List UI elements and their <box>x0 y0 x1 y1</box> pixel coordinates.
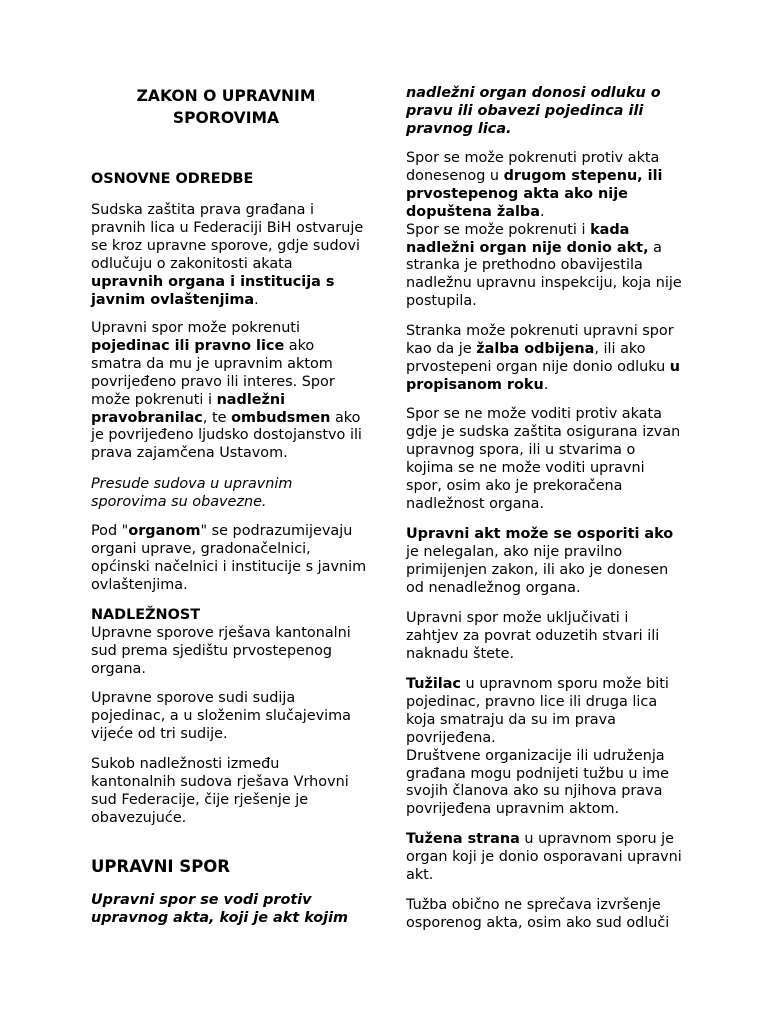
text: . <box>539 203 545 220</box>
section-heading-osnovne-odredbe: OSNOVNE ODREDBE <box>91 171 254 187</box>
paragraph: Sukob nadležnosti između kantonalnih sudova rješava Vrhovni sud Federacije, čije rješenje je obavezujuće. <box>91 756 349 826</box>
bold-text: ombudsmen <box>231 409 331 426</box>
bold-text: kada nadležni organ nije donio akt, <box>406 221 649 256</box>
paragraph: Spor se ne može voditi protiv akata gdje je sudska zaštita osigurana izvan upravnog spora, ili u stvarima o kojima se ne može voditi upravni spor, osim ako je prekoračena nadležnost organa. <box>406 406 681 512</box>
bold-text: žalba odbijena <box>476 340 595 357</box>
text: Društvene organizacije ili udruženja građana mogu podnijeti tužbu u ime svojih članova ako su njihova prava povrijeđena upravnim aktom. <box>406 747 669 818</box>
text: Stranka može pokrenuti upravni spor kao da je <box>406 323 674 357</box>
paragraph: Upravne sporove sudi sudija pojedinac, a u složenim slučajevima vijeće od tri sudije. <box>91 690 351 742</box>
bold-text: u propisanom roku <box>406 358 681 393</box>
section-heading-upravni-spor: UPRAVNI SPOR <box>91 857 231 876</box>
paragraph <box>406 676 684 819</box>
bold-text: Tužilac <box>406 676 461 692</box>
paragraph <box>406 831 684 885</box>
bold-text: upravnih organa i institucija s javnim ovlaštenjima <box>91 273 335 308</box>
section-heading-nadleznost: NADLEŽNOST <box>91 607 201 623</box>
text: ako smatra da mu je upravnim aktom povrijeđeno pravo ili interes. Spor može pokrenuti i <box>91 337 335 408</box>
paragraph <box>91 202 367 309</box>
bold-text: nadležni pravobranilac <box>91 391 286 426</box>
paragraph: Upravne sporove rješava kantonalni sud prema sjedištu prvostepenog organa. <box>91 625 351 677</box>
text: , ili ako prvostepeni organ nije donio odluku <box>406 340 670 375</box>
paragraph: Upravni spor može uključivati i zahtjev za povrat oduzetih stvari ili naknadu štete. <box>406 610 660 662</box>
bold-italic-paragraph: Upravni spor se vodi protiv upravnog akta, koji je akt kojim <box>91 892 349 926</box>
paragraph: Tužba obično ne sprečava izvršenje osporenog akta, osim ako sud odluči <box>406 897 670 931</box>
bold-text: pojedinac ili pravno lice <box>91 337 285 354</box>
text: Sudska zaštita prava građana i pravnih lica u Federaciji BiH ostvaruje se kroz upravne sporove, gdje sudovi odlučuju o zakonitosti akata <box>91 202 364 272</box>
text: " se podrazumijevaju organi uprave, gradonačelnici, općinski načelnici i institucije s javnim ovlaštenjima. <box>91 523 367 593</box>
document-title: ZAKON O UPRAVNIM SPOROVIMA <box>136 87 316 127</box>
text: Spor se može pokrenuti i <box>406 221 591 238</box>
italic-paragraph: Presude sudova u upravnim sporovima su obavezne. <box>91 476 293 510</box>
text: je nelegalan, ako nije pravilno primijenjen zakon, ili ako je donesen od nenadležnog organa. <box>406 543 669 596</box>
bold-italic-paragraph: nadležni organ donosi odluku o pravu ili obavezi pojedinca ili pravnog lica. <box>406 85 661 137</box>
text: . <box>543 376 549 393</box>
bold-text: organom <box>128 523 201 539</box>
text: u upravnom sporu je organ koji je donio osporavani upravni akt. <box>406 831 682 883</box>
text: ako je povrijeđeno ljudsko dostojanstvo ili prava zajamčena Ustavom. <box>91 409 362 462</box>
text: a stranka je prethodno obavijestila nadležnu upravnu inspekciju, koja nije postupila. <box>406 239 682 310</box>
paragraph <box>406 323 684 395</box>
paragraph <box>406 526 684 598</box>
paragraph <box>91 320 367 463</box>
text: Spor se može pokrenuti protiv akta donesenog u <box>406 150 660 184</box>
text: . <box>254 291 259 308</box>
paragraph <box>91 523 367 595</box>
bold-text: Tužena strana <box>406 831 520 847</box>
text: Upravni spor može pokrenuti <box>91 320 300 336</box>
paragraph <box>406 150 684 311</box>
bold-text: Upravni akt može se osporiti ako <box>406 526 674 542</box>
text: , te <box>202 409 232 426</box>
bold-text: drugom stepenu, ili prvostepenog akta ako nije dopuštena žalba <box>406 167 663 220</box>
text: Pod " <box>91 523 129 539</box>
text: u upravnom sporu može biti pojedinac, pravno lice ili druga lica koja smatraju da su im prava povrijeđena. <box>406 676 669 746</box>
